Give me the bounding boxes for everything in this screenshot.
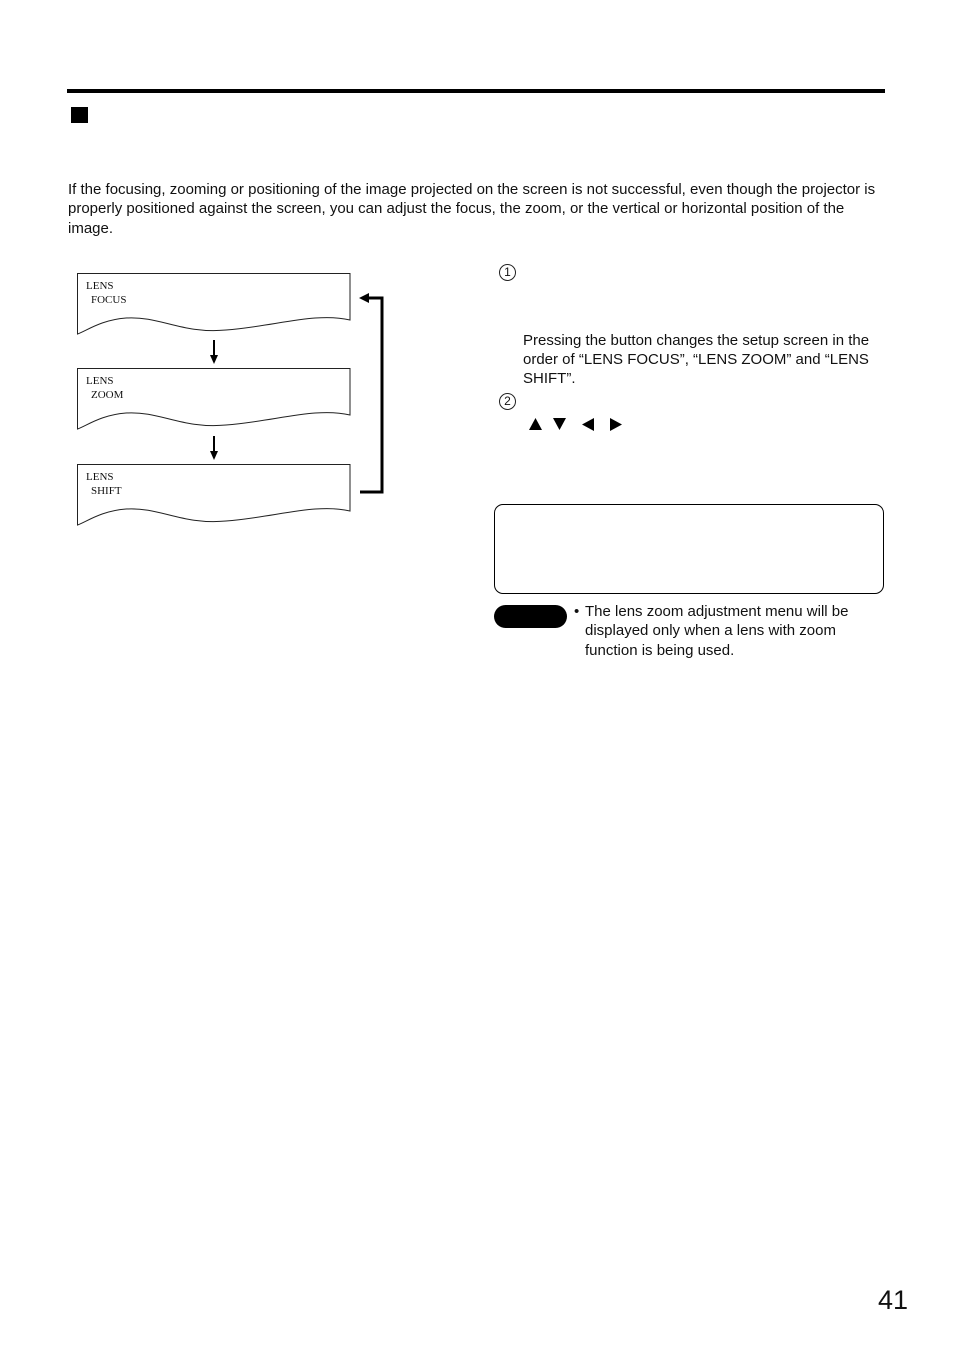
menu-screen-label-line2: SHIFT	[91, 484, 122, 497]
page-number: 41	[878, 1285, 909, 1315]
down-arrow-icon	[207, 339, 221, 365]
note-bullet: •	[574, 603, 580, 620]
menu-screen-label	[86, 280, 126, 307]
menu-screen-label	[86, 375, 123, 402]
menu-screen-label-line2: ZOOM	[91, 388, 124, 401]
down-triangle-icon	[553, 418, 566, 430]
info-box	[494, 504, 884, 594]
menu-screen-label	[86, 471, 122, 498]
arrow-buttons-row	[527, 417, 627, 438]
menu-screen-label-line1: LENS	[86, 471, 114, 483]
menu-screen-label-line2: FOCUS	[91, 293, 127, 306]
step-2-number: 2	[499, 393, 516, 410]
menu-screen-label-line1: LENS	[86, 280, 114, 292]
down-arrow-icon	[207, 435, 221, 461]
note-text: The lens zoom adjustment menu will be displayed only when a lens with zoom function is being used.	[585, 603, 849, 659]
left-triangle-icon	[582, 418, 594, 431]
step-1-text: Pressing the button changes the setup screen in the order of “LENS FOCUS”, “LENS ZOOM” and “LENS SHIFT”.	[523, 332, 870, 388]
menu-screen-lens-focus	[76, 272, 352, 336]
up-triangle-icon	[529, 418, 542, 430]
step-1-number: 1	[499, 264, 516, 281]
menu-screen-label-line1: LENS	[86, 375, 114, 387]
section-marker-square	[71, 107, 88, 123]
right-triangle-icon	[610, 418, 622, 431]
note-badge	[494, 605, 567, 628]
top-rule	[67, 89, 885, 93]
menu-screen-lens-zoom	[76, 367, 352, 431]
loop-back-arrow-icon	[355, 290, 387, 496]
menu-screen-lens-shift	[76, 463, 352, 527]
intro-paragraph: If the focusing, zooming or positioning of the image projected on the screen is not successful, even though the projector is properly positioned against the screen, you can adjust the focus, the zoom, or the vertical or horizontal position of the image.	[68, 181, 876, 237]
